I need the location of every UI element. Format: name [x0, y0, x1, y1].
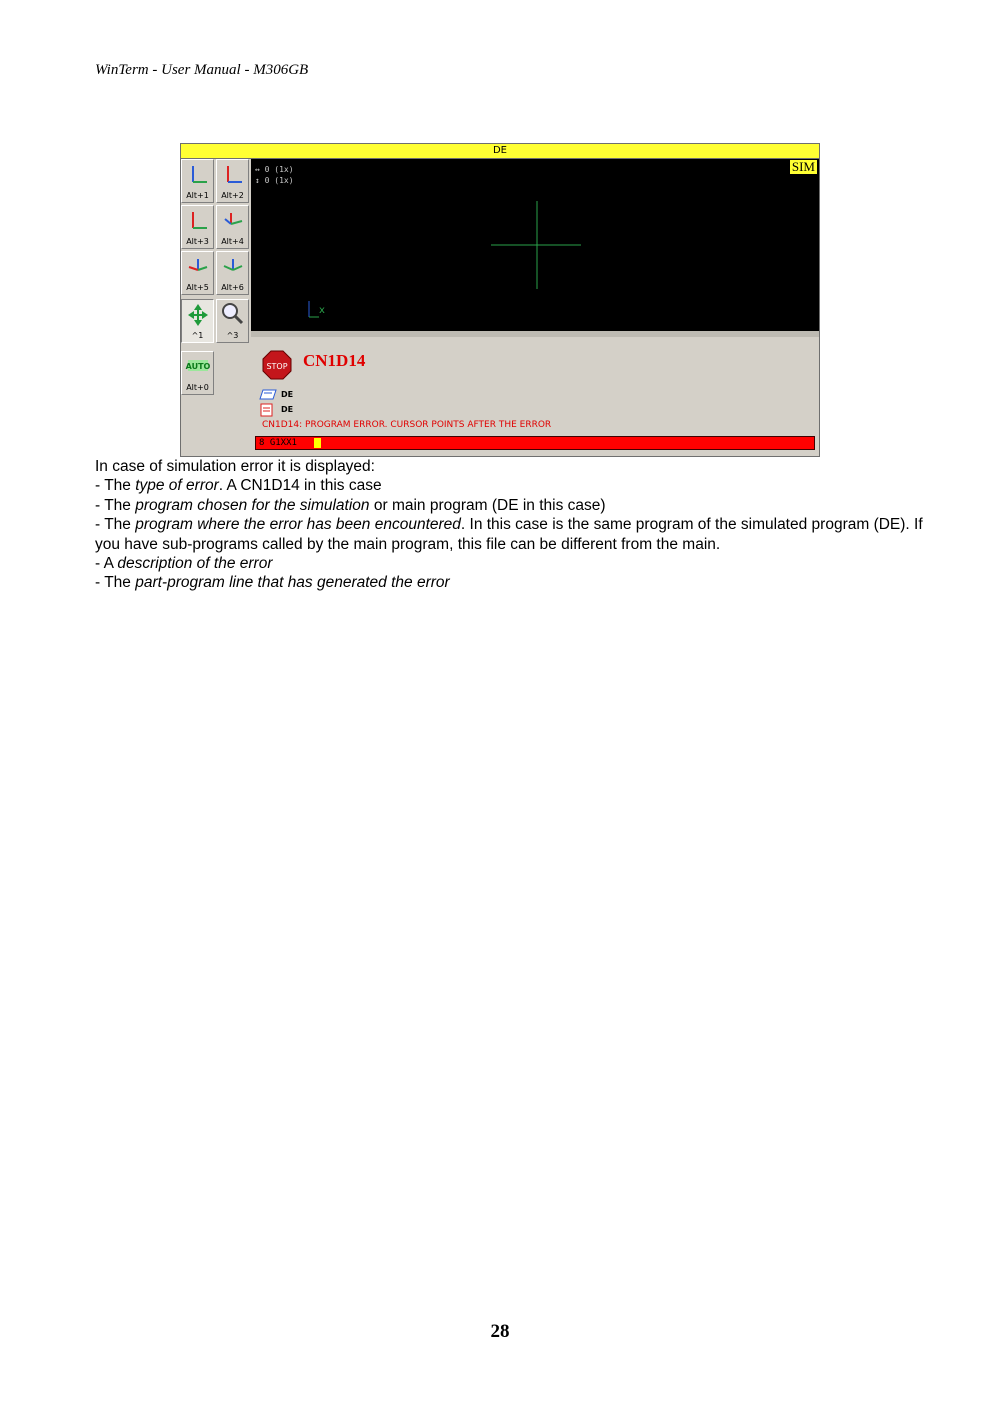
- auto-icon: [187, 355, 209, 379]
- error-description: CN1D14: PROGRAM ERROR. CURSOR POINTS AFTER THE ERROR: [262, 420, 552, 430]
- error-panel: [251, 337, 819, 457]
- view-xy-icon: [188, 164, 208, 186]
- button-shortcut-label: Alt+1: [186, 191, 209, 200]
- button-shortcut-label: Alt+3: [186, 237, 209, 246]
- vertical-coord-readout: ↕ 0 (1x): [255, 176, 294, 185]
- sim-badge: SIM: [791, 159, 815, 174]
- view-iso2-icon: [188, 256, 208, 278]
- stop-icon-text: STOP: [266, 362, 288, 371]
- list-item: - The part-program line that has generated the error: [95, 574, 450, 592]
- zoom-icon: [221, 302, 243, 326]
- window-title: DE: [181, 144, 819, 159]
- auto-icon-text: AUTO: [185, 362, 211, 371]
- view-xz-button[interactable]: [216, 159, 249, 203]
- list-item: - The program where the error has been encountered. In this case is the same program of the simulated program (DE). If you have sub-programs called by the main program, this file can be different from the main.: [95, 516, 923, 553]
- main-program-name: DE: [281, 390, 294, 399]
- button-shortcut-label: Alt+4: [221, 237, 244, 246]
- view-iso2-button[interactable]: [181, 251, 214, 295]
- view-yz-icon: [188, 210, 208, 232]
- button-shortcut-label: ^1: [191, 331, 204, 340]
- auto-button[interactable]: [181, 351, 214, 395]
- page-header: WinTerm - User Manual - M306GB: [95, 62, 309, 78]
- view-xy-button[interactable]: [181, 159, 214, 203]
- stop-icon: [262, 350, 292, 380]
- view-toolbar: [181, 159, 251, 457]
- button-shortcut-label: Alt+2: [221, 191, 244, 200]
- list-item: - The program chosen for the simulation or main program (DE in this case): [95, 496, 606, 514]
- axis-x-label: x: [319, 305, 325, 316]
- simulation-viewport[interactable]: [251, 159, 819, 331]
- body-text: [95, 457, 925, 593]
- intro-paragraph: In case of simulation error it is displayed:: [95, 458, 375, 475]
- crosshair-graphic: [251, 159, 819, 331]
- view-iso3-icon: [223, 256, 243, 278]
- view-iso-icon: [223, 210, 243, 232]
- button-shortcut-label: Alt+6: [221, 283, 244, 292]
- error-file-icon: [259, 404, 277, 417]
- error-code: CN1D14: [303, 351, 366, 370]
- button-shortcut-label: Alt+5: [186, 283, 209, 292]
- pan-icon: [187, 303, 209, 327]
- zoom-button[interactable]: [216, 299, 249, 343]
- text-cursor: [314, 438, 321, 448]
- pan-button[interactable]: [181, 299, 214, 343]
- view-yz-button[interactable]: [181, 205, 214, 249]
- list-item: - A description of the error: [95, 555, 273, 573]
- page-number: 28: [490, 1321, 510, 1342]
- view-iso-button[interactable]: [216, 205, 249, 249]
- simulation-screenshot: [180, 143, 820, 457]
- error-line-text: 8 G1XX1: [259, 438, 297, 448]
- view-xz-icon: [223, 164, 243, 186]
- program-file-icon: [259, 389, 277, 401]
- view-iso3-button[interactable]: [216, 251, 249, 295]
- horizontal-coord-readout: ↔ 0 (1x): [255, 165, 294, 174]
- button-shortcut-label: ^3: [226, 331, 239, 340]
- button-shortcut-label: Alt+0: [186, 383, 209, 392]
- error-line-field[interactable]: [255, 436, 815, 450]
- list-item: - The type of error. A CN1D14 in this case: [95, 477, 382, 495]
- error-program-name: DE: [281, 405, 294, 414]
